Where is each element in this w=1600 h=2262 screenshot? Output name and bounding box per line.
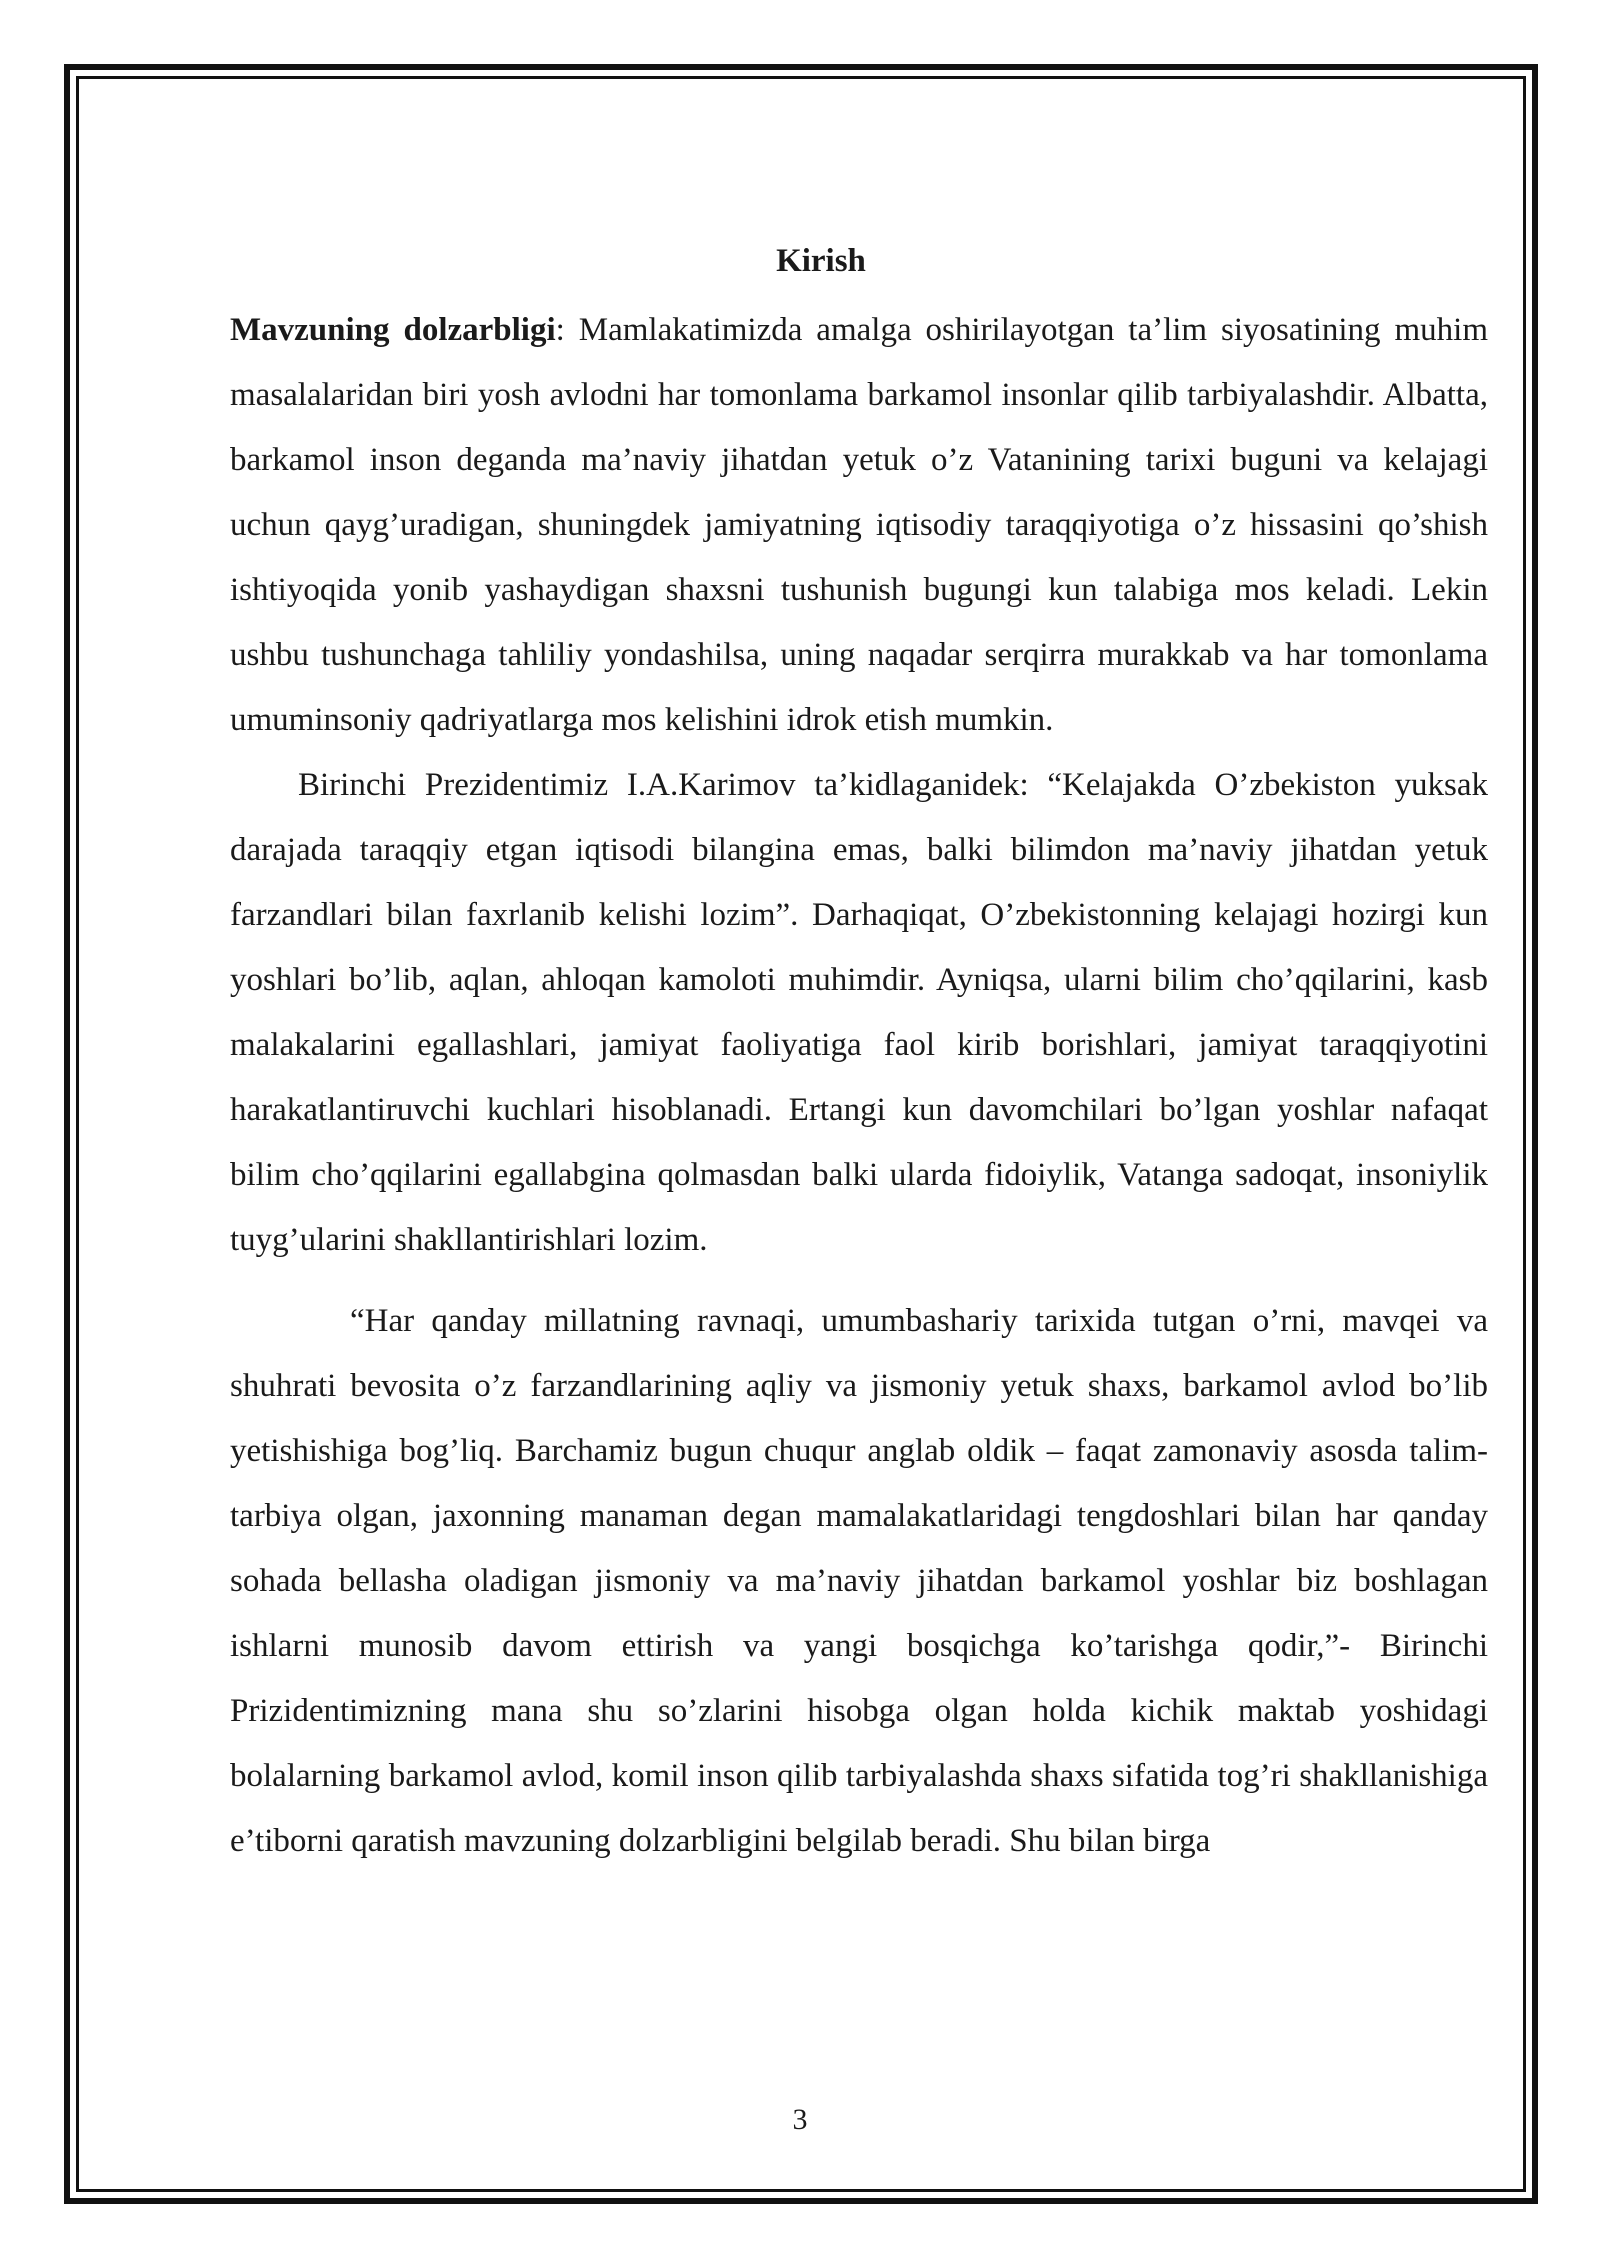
paragraph-lead: Mavzuning dolzarbligi xyxy=(230,312,556,348)
document-body xyxy=(230,236,1488,1874)
paragraph-relevance-text: : Mamlakatimizda amalga oshirilayotgan ta’lim siyosatining muhim masalalaridan biri yosh avlodni har tomonlama barkamol insonlar qilib tarbiyalashdir. Albatta, barkamol inson deganda ma’naviy jihatdan yetuk o’z Vatanining tarixi buguni va kelajagi uchun qayg’uradigan, shuningdek jamiyatning iqtisodiy taraqqiyotiga o’z hissasini qo’shish ishtiyoqida yonib yashaydigan shaxsni tushunish bugungi kun talabiga mos keladi. Lekin ushbu tushunchaga tahliliy yondashilsa, uning naqadar serqirra murakkab va har tomonlama umuminsoniy qadriyatlarga mos kelishini idrok etish mumkin. xyxy=(230,312,1489,738)
page-number: 3 xyxy=(792,2103,808,2136)
paragraph-quote-karimov: Birinchi Prezidentimiz I.A.Karimov ta’kidlaganidek: “Kelajakda O’zbekiston yuksak darajada taraqqiy etgan iqtisodi bilangina emas, balki bilimdon ma’naviy jihatdan yetuk farzandlari bilan faxrlanib kelishi lozim”. Darhaqiqat, O’zbekistonning kelajagi hozirgi kun yoshlari bo’lib, aqlan, ahloqan kamoloti muhimdir. Ayniqsa, ularni bilim cho’qqilarini, kasb malakalarini egallashlari, jamiyat faoliyatiga faol kirib borishlari, jamiyat taraqqiyotini harakatlantiruvchi kuchlari hisoblanadi. Ertangi kun davomchilari bo’lgan yoshlar nafaqat bilim cho’qqilarini egallabgina qolmasdan balki ularda fidoiylik, Vatanga sadoqat, insoniylik tuyg’ularini shakllantirishlari lozim. xyxy=(230,767,1488,1258)
paragraph-quote-nation: “Har qanday millatning ravnaqi, umumbashariy tarixida tutgan o’rni, mavqei va shuhrati bevosita o’z farzandlarining aqliy va jismoniy yetuk shaxs, barkamol avlod bo’lib yetishishiga bog’liq. Barchamiz bugun chuqur anglab oldik – faqat zamonaviy asosda talim-tarbiya olgan, jaxonning manaman degan mamalakatlaridagi tengdoshlari bilan har qanday sohada bellasha oladigan jismoniy va ma’naviy jihatdan barkamol yoshlar biz boshlagan ishlarni munosib davom ettirish va yangi bosqichga ko’tarishga qodir,”- Birinchi Prizidentimizning mana shu so’zlarini hisobga olgan holda kichik maktab yoshidagi bolalarning barkamol avlod, komil inson qilib tarbiyalashda shaxs sifatida tog’ri shakllanishiga e’tiborni qaratish mavzuning dolzarbligini belgilab beradi. Shu bilan birga xyxy=(230,1303,1488,1859)
section-title: Kirish xyxy=(776,243,866,279)
paragraph-relevance xyxy=(230,298,1488,753)
